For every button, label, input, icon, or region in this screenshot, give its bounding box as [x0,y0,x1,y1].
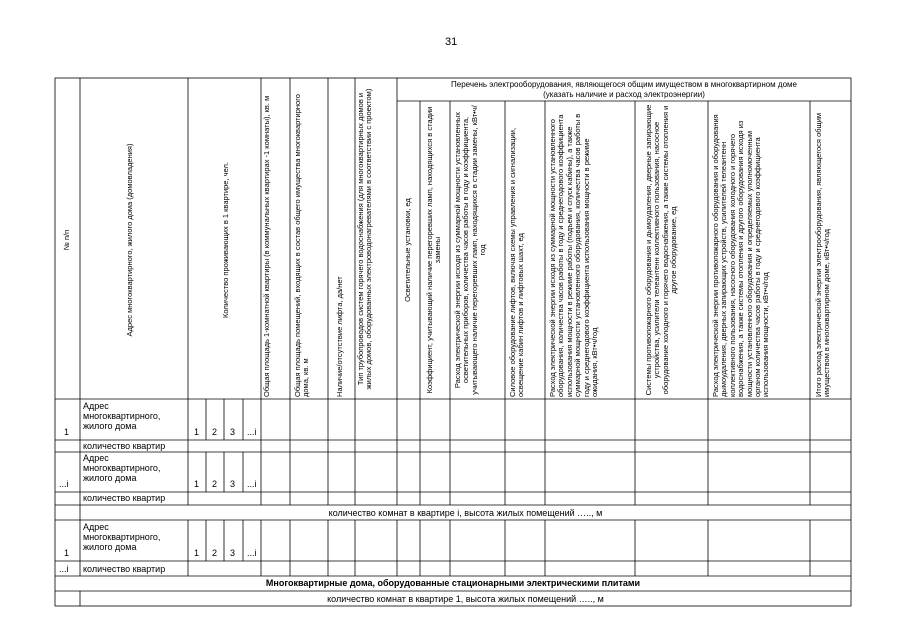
col-elevator-equipment: Силовое оборудование лифтов, включая схемы управления и сигнализации, освещение кабин лифтов и лифтовых шахт, ед [508,127,526,397]
col-apartment-area: Общая площадь 1-комнатной квартиры (в коммунальных квартирах -1 комнаты), кв. м [262,95,271,397]
room-count-1: 1 [194,427,200,437]
room-count-3: 3 [230,479,236,489]
page-number: 31 [445,36,458,48]
col-pipeline-type: Тип трубопроводов систем горячего водоснабжения (для многоквартирных домов и жилых домов, оборудованных электроводонагревателями в соответствии с проектом) [356,88,374,390]
room-count-2: 2 [212,479,218,489]
col-lighting-units: Осветительные установки, ед [403,198,412,302]
room-count-3: 3 [230,548,236,558]
room-count-2: 2 [212,548,218,558]
room-count-i: ...i [247,548,257,558]
col-residents: Количество проживающих в 1 квартире, чел. [221,162,230,318]
address-text: Адрес многоквартирного, жилого дома [83,453,161,483]
section-rooms-i: количество комнат в квартире i, высота жилых помещений ….., м [328,508,603,518]
section-rooms-1: количество комнат в квартире 1, высота жилых помещений ….., м [327,594,604,604]
room-count-i: ...i [247,427,257,437]
apartments-count-label: количество квартир [83,441,166,451]
equipment-group-title: Перечень электрооборудования, являющегося общим имуществом в многоквартирном доме [451,80,797,89]
electric-stoves-title: Многоквартирные дома, оборудованные стационарными электрическими плитами [265,578,641,588]
col-lamp-coefficient: Коэффициент, учитывающий наличие перегоревших ламп, находящихся в стадии замены [425,106,443,394]
col-fire-systems: Системы противопожарного оборудования и дымоудаления, дверные запирающие устройства, усилители телеантенн коллективного пользования, насосное оборудование холодного и горячего водоснабжения, а также системы отопления и другое оборудование, ед [644,104,679,396]
room-count-3: 3 [230,427,236,437]
apartments-count-label: количество квартир [83,493,166,503]
room-count-2: 2 [212,427,218,437]
col-number: № п/п [62,229,71,251]
col-lighting-consumption: Расход электрической энергии исходя из суммарной мощности установленных осветительных приборов, количества часов работы в году и коэффициента, учитывающего наличие перегоревших ламп, находящихся в стадии замены, кВт•ч/год [453,105,488,395]
row-number: 1 [64,548,70,558]
row-number: 1 [64,427,70,437]
col-total-consumption: Итого расход электрической энергии электрооборудования, являющегося общим имуществом в многоквартирном доме, кВт•ч/год [814,112,832,397]
address-text: Адрес многоквартирного, жилого дома [83,401,161,431]
room-count-1: 1 [194,479,200,489]
col-address: Адрес многоквартирного, жилого дома (домовладения) [125,143,134,337]
room-count-1: 1 [194,548,200,558]
col-fire-consumption: Расход электрической энергии противопожарного оборудования и оборудования дымоудаления, дверных запирающих устройств, усилителей телеантенн коллективного пользования, насосного оборудования холодного и горячего водоснабжения, а также системы отопления и другого оборудования исходя из мощности установленного оборудования и определяемых уполномоченным органом количества часов работы в году и среднегодового коэффициента использования мощности, кВт•ч/год [711,114,771,397]
row-number: ...i [59,564,69,574]
col-elevator-consumption: Расход электрической энергии исходя из суммарной мощности установленного оборудования, количества часов работы в году и среднегодового коэффициента использования мощности в режиме работы (подъем и спуск кабины), а также суммарной мощности установленного оборудования, количества часов работы в году и среднегодового коэффициента использования мощности в режиме ожидания, кВт•ч/год [548,113,600,397]
apartments-count-label: количество квартир [83,564,166,574]
equipment-group-subtitle: (указать наличие и расход электроэнергии) [543,90,705,99]
row-number: ...i [59,479,69,489]
address-text: Адрес многоквартирного, жилого дома [83,522,161,552]
col-elevator: Наличие/отсутствие лифта, да/нет [335,276,344,397]
col-common-area: Общая площадь помещений, входящих в состав общего имущества многоквартирного дома, кв. м [293,94,311,397]
room-count-i: ...i [247,479,257,489]
